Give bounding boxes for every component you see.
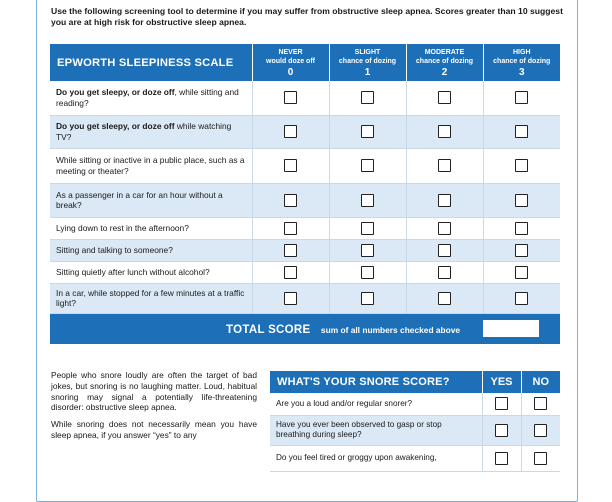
yes-checkbox[interactable] (495, 452, 508, 465)
col-sub: chance of dozing (415, 57, 474, 65)
col-never (252, 44, 329, 81)
col-num: 1 (364, 66, 371, 78)
checkbox-1[interactable] (361, 125, 374, 138)
total-score-label: TOTAL SCORE (226, 323, 311, 336)
question-text: Do you feel tired or groggy upon awakening, (270, 445, 482, 471)
col-level: HIGH (513, 48, 531, 56)
checkbox-0[interactable] (284, 91, 297, 104)
checkbox-3[interactable] (515, 292, 528, 305)
intro-bold: Use the following screening tool to determine if you may suffer from obstructive sleep apnea. Scores greater than 10 suggest you are at high risk for obstructive sleep apnea. (51, 6, 563, 27)
checkbox-0[interactable] (284, 159, 297, 172)
epworth-question-row (50, 283, 560, 313)
snore-paragraph-2: While snoring does not necessarily mean you have sleep apnea, if you answer “yes” to any (51, 419, 257, 440)
checkbox-1[interactable] (361, 222, 374, 235)
col-sub: chance of dozing (338, 57, 397, 65)
col-num: 3 (518, 66, 525, 78)
epworth-question-row (50, 217, 560, 239)
no-header: NO (521, 371, 560, 393)
checkbox-1[interactable] (361, 292, 374, 305)
question-text: Sitting quietly after lunch without alcohol? (50, 261, 252, 283)
epworth-question-row (50, 239, 560, 261)
question-text: Do you get sleepy, or doze off, while sitting and reading? (50, 81, 252, 115)
col-num: 2 (441, 66, 448, 78)
checkbox-2[interactable] (438, 194, 451, 207)
question-text: Do you get sleepy, or doze off while watching TV? (50, 115, 252, 148)
no-checkbox[interactable] (534, 397, 547, 410)
checkbox-1[interactable] (361, 159, 374, 172)
col-slight (329, 44, 406, 81)
question-text: Sitting and talking to someone? (50, 239, 252, 261)
yes-checkbox[interactable] (495, 424, 508, 437)
checkbox-3[interactable] (515, 125, 528, 138)
snore-description (51, 370, 257, 447)
question-text: While sitting or inactive in a public place, such as a meeting or theater? (50, 148, 252, 183)
col-sub: chance of dozing (493, 57, 551, 65)
checkbox-0[interactable] (284, 125, 297, 138)
checkbox-2[interactable] (438, 222, 451, 235)
total-score-input[interactable] (483, 320, 539, 337)
question-text: Are you a loud and/or regular snorer? (270, 393, 482, 415)
checkbox-0[interactable] (284, 266, 297, 279)
checkbox-3[interactable] (515, 244, 528, 257)
checkbox-2[interactable] (438, 244, 451, 257)
epworth-table (50, 44, 560, 344)
checkbox-2[interactable] (438, 159, 451, 172)
epworth-question-row (50, 115, 560, 148)
snore-table (270, 371, 560, 472)
col-num: 0 (287, 66, 294, 78)
col-level: NEVER (278, 48, 303, 56)
checkbox-3[interactable] (515, 194, 528, 207)
question-text: In a car, while stopped for a few minutes at a traffic light? (50, 283, 252, 313)
snore-title: WHAT'S YOUR SNORE SCORE? (270, 371, 482, 393)
checkbox-1[interactable] (361, 91, 374, 104)
no-checkbox[interactable] (534, 452, 547, 465)
checkbox-2[interactable] (438, 292, 451, 305)
total-score-sub: sum of all numbers checked above (320, 324, 461, 335)
checkbox-3[interactable] (515, 159, 528, 172)
checkbox-0[interactable] (284, 222, 297, 235)
question-text: As a passenger in a car for an hour without a break? (50, 183, 252, 217)
col-level: MODERATE (424, 48, 465, 56)
snore-question-row (270, 445, 560, 471)
total-score-row (50, 313, 560, 344)
col-moderate (406, 44, 483, 81)
question-text: Have you ever been observed to gasp or stop breathing during sleep? (270, 415, 482, 445)
checkbox-2[interactable] (438, 266, 451, 279)
checkbox-0[interactable] (284, 292, 297, 305)
checkbox-3[interactable] (515, 91, 528, 104)
checkbox-2[interactable] (438, 91, 451, 104)
question-text: Lying down to rest in the afternoon? (50, 217, 252, 239)
col-level: SLIGHT (354, 48, 381, 56)
snore-question-row (270, 415, 560, 445)
epworth-header (50, 44, 560, 81)
snore-question-row (270, 393, 560, 415)
checkbox-1[interactable] (361, 266, 374, 279)
epworth-question-row (50, 261, 560, 283)
checkbox-0[interactable] (284, 244, 297, 257)
checkbox-2[interactable] (438, 125, 451, 138)
intro-text (51, 6, 571, 28)
col-high (483, 44, 560, 81)
yes-checkbox[interactable] (495, 397, 508, 410)
checkbox-1[interactable] (361, 244, 374, 257)
no-checkbox[interactable] (534, 424, 547, 437)
snore-header (270, 371, 560, 393)
col-sub: would doze off (266, 57, 315, 65)
epworth-question-row (50, 148, 560, 183)
checkbox-3[interactable] (515, 222, 528, 235)
checkbox-3[interactable] (515, 266, 528, 279)
epworth-question-row (50, 183, 560, 217)
checkbox-1[interactable] (361, 194, 374, 207)
checkbox-0[interactable] (284, 194, 297, 207)
epworth-title: EPWORTH SLEEPINESS SCALE (50, 44, 252, 81)
yes-header: YES (482, 371, 521, 393)
epworth-question-row (50, 81, 560, 115)
snore-paragraph-1: People who snore loudly are often the target of bad jokes, but snoring is no laughing matter. Loud, habitual snoring may signal a potentially life-threatening disorder: obstructive sleep apnea. (51, 370, 257, 413)
